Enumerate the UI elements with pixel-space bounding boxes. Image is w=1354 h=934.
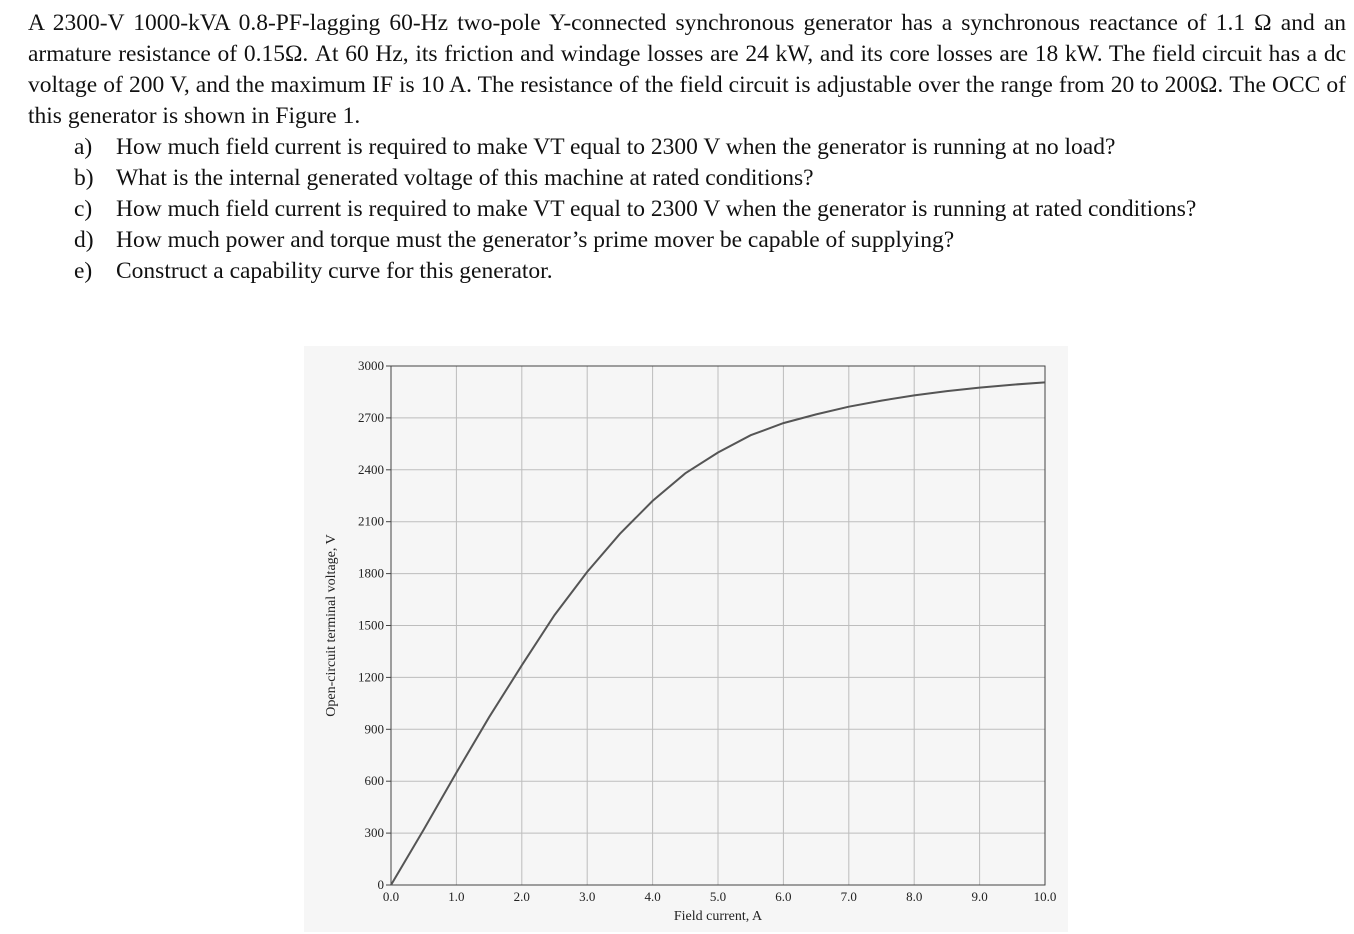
problem-statement	[28, 8, 1346, 287]
y-tick-label: 1800	[358, 565, 384, 581]
y-tick-label: 2100	[358, 513, 384, 529]
question-text: How much power and torque must the generator’s prime mover be capable of supplying?	[116, 227, 955, 253]
question-text: How much field current is required to make VT equal to 2300 V when the generator is running at rated conditions?	[116, 196, 1197, 222]
x-tick-label: 3.0	[579, 889, 596, 904]
question-list	[28, 132, 1346, 287]
y-tick-label: 1200	[358, 669, 384, 685]
y-axis-label: Open-circuit terminal voltage, V	[324, 534, 339, 717]
x-tick-label: 0.0	[382, 889, 400, 904]
question-item	[74, 163, 1346, 194]
question-item	[74, 132, 1346, 163]
x-tick-label: 9.0	[971, 889, 988, 904]
y-tick-label: 2400	[358, 461, 384, 477]
y-tick-label: 1500	[358, 617, 384, 633]
question-item	[74, 225, 1346, 256]
x-tick-label: 8.0	[906, 889, 923, 904]
occ-figure	[304, 346, 1068, 932]
y-tick-label: 900	[364, 721, 384, 737]
y-tick-label: 300	[364, 825, 384, 841]
question-text: How much field current is required to make VT equal to 2300 V when the generator is running at no load?	[116, 134, 1116, 160]
question-item	[74, 256, 1346, 287]
grid	[386, 366, 1045, 885]
question-item	[74, 194, 1346, 225]
x-tick-label: 6.0	[775, 889, 792, 904]
question-letter: d)	[74, 227, 94, 253]
y-tick-label: 0	[377, 877, 384, 892]
x-tick-label: 10.0	[1033, 889, 1057, 904]
y-tick-label: 600	[364, 773, 384, 789]
x-tick-label: 5.0	[709, 889, 727, 904]
y-tick-labels	[358, 358, 384, 892]
problem-intro: A 2300-V 1000-kVA 0.8-PF-lagging 60-Hz two-pole Y-connected synchronous generator has a synchronous reactance of 1.1 Ω and an armature resistance of 0.15Ω. At 60 Hz, its friction and windage losses are 24 kW, and its core losses are 18 kW. The field circuit has a dc voltage of 200 V, and the maximum IF is 10 A. The resistance of the field circuit is adjustable over the range from 20 to 200Ω. The OCC of this generator is shown in Figure 1.	[28, 10, 1346, 129]
question-letter: e)	[74, 258, 93, 284]
y-tick-label: 3000	[358, 358, 384, 373]
x-tick-label: 7.0	[840, 889, 857, 904]
x-axis-label: Field current, A	[673, 909, 763, 924]
question-text: What is the internal generated voltage of this machine at rated conditions?	[116, 165, 814, 191]
y-tick-label: 2700	[358, 409, 384, 425]
occ-chart	[304, 346, 1068, 932]
question-letter: c)	[74, 196, 93, 222]
question-text: Construct a capability curve for this generator.	[116, 258, 553, 284]
question-letter: b)	[74, 165, 94, 191]
x-tick-label: 2.0	[513, 889, 530, 904]
x-tick-label: 1.0	[448, 889, 465, 904]
question-letter: a)	[74, 134, 93, 160]
x-tick-label: 4.0	[644, 889, 661, 904]
x-tick-labels	[383, 889, 1057, 904]
